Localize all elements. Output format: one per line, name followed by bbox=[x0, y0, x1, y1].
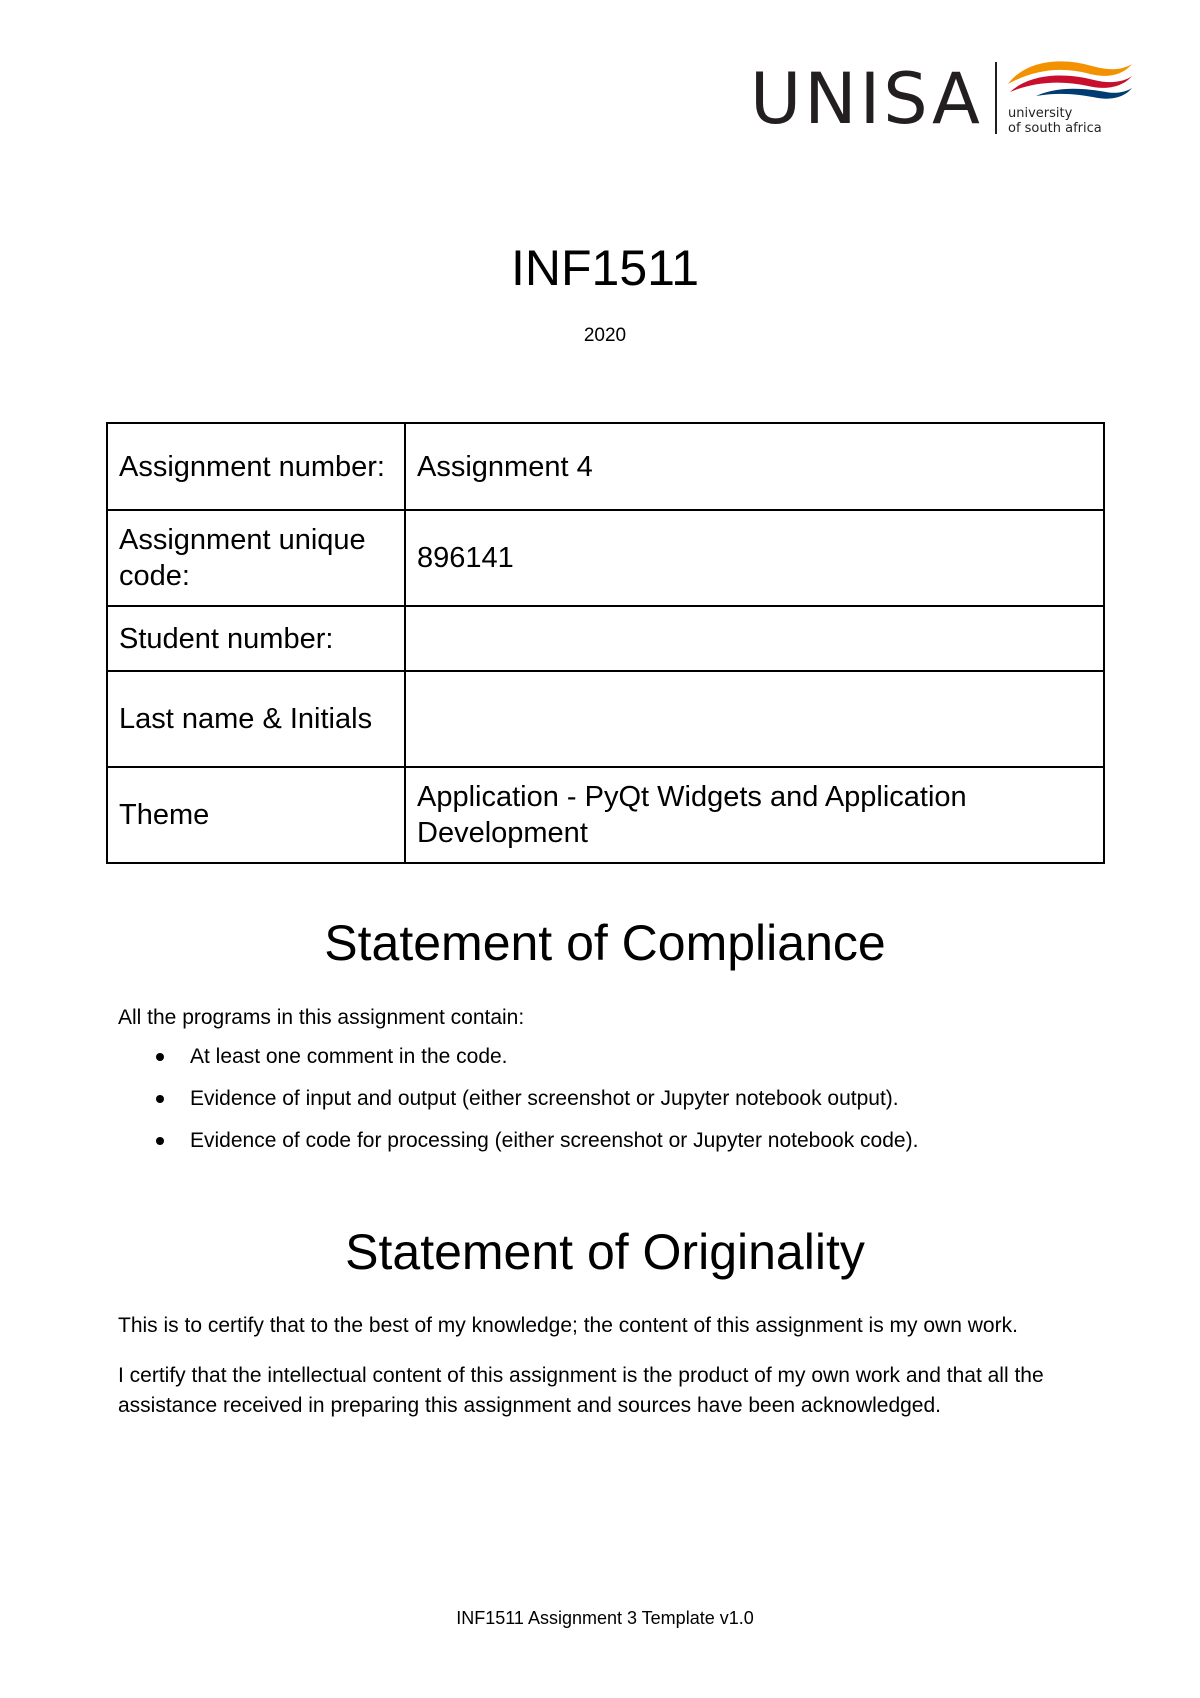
row-label: Theme bbox=[107, 767, 405, 863]
table-row bbox=[107, 671, 1104, 767]
list-item bbox=[118, 1126, 1118, 1168]
bullet-icon bbox=[156, 1095, 164, 1103]
assignment-info-table bbox=[106, 422, 1105, 864]
flag-icon bbox=[1006, 58, 1134, 100]
originality-paragraph-1: This is to certify that to the best of my knowledge; the content of this assignment is my own work. bbox=[118, 1314, 1018, 1337]
unisa-logo bbox=[750, 58, 1140, 148]
list-item bbox=[118, 1084, 1118, 1126]
logo-subtitle bbox=[1008, 106, 1102, 136]
originality-paragraph-2: I certify that the intellectual content of this assignment is the product of my own work and that all the assistance received in preparing this assignment and sources have been acknowledged. bbox=[118, 1364, 1044, 1417]
table-row bbox=[107, 767, 1104, 863]
logo-divider bbox=[995, 62, 997, 134]
student-number-field[interactable] bbox=[405, 606, 1104, 671]
page-footer: INF1511 Assignment 3 Template v1.0 bbox=[456, 1608, 754, 1628]
table-row bbox=[107, 606, 1104, 671]
row-label: Assignment number: bbox=[107, 423, 405, 510]
compliance-intro: All the programs in this assignment contain: bbox=[118, 1006, 525, 1029]
list-item-text: Evidence of input and output (either screenshot or Jupyter notebook output). bbox=[190, 1087, 899, 1110]
table-row bbox=[107, 423, 1104, 510]
course-code-title: INF1511 bbox=[510, 240, 700, 296]
table-row bbox=[107, 510, 1104, 606]
row-label: Student number: bbox=[107, 606, 405, 671]
row-label: Assignment unique code: bbox=[107, 510, 405, 606]
row-value: 896141 bbox=[405, 510, 1104, 606]
list-item-text: At least one comment in the code. bbox=[190, 1045, 508, 1068]
logo-subtitle-line-1: university bbox=[1008, 106, 1073, 121]
year: 2020 bbox=[583, 325, 627, 346]
compliance-heading: Statement of Compliance bbox=[324, 915, 886, 971]
row-value: Assignment 4 bbox=[405, 423, 1104, 510]
compliance-list bbox=[118, 1042, 1118, 1168]
logo-subtitle-line-2: of south africa bbox=[1008, 121, 1102, 136]
list-item-text: Evidence of code for processing (either screenshot or Jupyter notebook code). bbox=[190, 1129, 919, 1152]
row-value: Application - PyQt Widgets and Application Development bbox=[405, 767, 1104, 863]
list-item bbox=[118, 1042, 1118, 1084]
originality-heading: Statement of Originality bbox=[345, 1224, 865, 1280]
logo-wordmark: UNISA bbox=[750, 58, 983, 140]
last-name-initials-field[interactable] bbox=[405, 671, 1104, 767]
bullet-icon bbox=[156, 1137, 164, 1145]
bullet-icon bbox=[156, 1053, 164, 1061]
row-label: Last name & Initials bbox=[107, 671, 405, 767]
